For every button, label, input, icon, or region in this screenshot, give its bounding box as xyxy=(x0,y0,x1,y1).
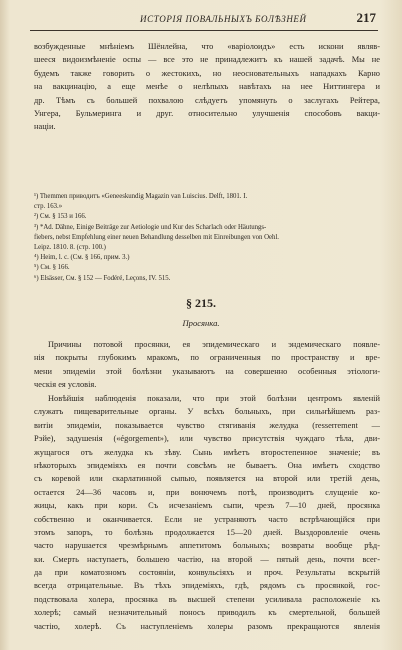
footnote: ¹) Themmen приводитъ «Geneeskundig Magazin van Luiscius. Delft, 1801. I. xyxy=(34,193,248,200)
footnote: ²) См. § 153 и 166. xyxy=(34,213,87,221)
text-line: жицы, какъ при кори. Съ исчезаніемъ сыпи, чрезъ 7—10 дней, просянка xyxy=(34,501,380,511)
text-line: Причины потовой просянки, ея эпидемическаго и эндемическаго появле- xyxy=(48,340,380,349)
text-line: др. Тѣмъ съ большей похвалою слѣдуетъ упомянуть о заслугахъ Рейтера, xyxy=(34,95,380,105)
text-line: остается 24—36 часовъ и, при вонючемъ потѣ, производитъ слущеніе ко- xyxy=(34,487,380,497)
text-line: нія покрыты глубокимъ мракомъ, по ограниченныя по пространству и вре- xyxy=(34,353,380,363)
text-line: ки. Смерть наступаетъ, большею частію, на второй — пятый день, почти всег- xyxy=(34,554,380,564)
text-line: возбужденные мнѣніемъ Шёнлейна, что «варіолоидъ» есть искони являв- xyxy=(34,42,380,51)
footnote: ³) *Ad. Dähne, Einige Beiträge zur Aetiologie und Kur des Scharlach oder Häutungs- xyxy=(34,223,267,231)
text-line: витіи эпидеміи, показывается чувство стягиванія желудка (resserrement — xyxy=(34,420,380,430)
paragraph-observations xyxy=(34,392,380,633)
section-title: Просянка. xyxy=(182,318,220,328)
text-line: ческія ея условія. xyxy=(34,380,97,390)
header-rule xyxy=(30,30,378,31)
text-line: мени эпидеміи этой болѣзни указываютъ на совершенно особенныя этіологи- xyxy=(34,366,380,376)
top-paragraph xyxy=(34,40,380,134)
running-title: ИСТОРІЯ ПОВАЛЬНЫХЪ БОЛѢЗНЕЙ xyxy=(140,14,307,24)
text-line: шееся видоизмѣненіе оспы — все это не принадлежитъ къ нашей задачѣ. Мы не xyxy=(34,55,380,65)
footnote: ⁶) Elsässer, См. § 152 — Fodéré, Leçons, IV. 515. xyxy=(34,274,171,282)
text-line: Рэйе), задушенія («égorgement»), или чувство присутствія чуждаго тѣла, дви- xyxy=(34,434,380,444)
section-number: § 215. xyxy=(186,296,216,310)
text-line: съ коревой или скарлатинной сыпью, появляется на второй или третій день, xyxy=(34,474,380,484)
footnote: ⁵) См. § 166. xyxy=(34,264,70,272)
text-line: націи. xyxy=(34,122,56,132)
text-line: жущагося отъ желудка къ зѣву. Сынь имѣетъ второстепенное значеніе; въ xyxy=(34,447,380,457)
footnotes xyxy=(34,192,380,284)
text-line: всегда отрицательные. Въ тѣхъ эпидеміяхъ, гдѣ, рядомъ съ просянкой, гос- xyxy=(34,581,380,591)
text-line: на вакцинацію, а еще менѣе о нелѣпыхъ навѣтахъ на нее Ниттингера и xyxy=(34,82,380,92)
text-line: частію, холерѣ. Съ наступленіемъ холеры разомъ прекращаются явленія xyxy=(34,621,380,631)
running-header xyxy=(30,10,378,30)
page-number: 217 xyxy=(356,10,376,25)
footnote-continuation: fiebers, nebst Empfehlung einer neuen Behandlung desselben mit Einreibungen von Oehl. xyxy=(34,233,279,241)
paragraph-causes xyxy=(34,338,380,392)
text-line: этомъ запоръ, то болѣзнь продолжается 15—20 дней. Выздоровленіе очень xyxy=(34,527,380,537)
text-line: собственно и оканчивается. Если не устраняютъ часто встрѣчающійся при xyxy=(34,514,380,524)
text-line: нѣкоторыхъ эпидеміяхъ ея почти совсѣмъ не бываетъ. Она имѣетъ сходство xyxy=(34,460,380,470)
footnote: ⁴) Heim, l. c. (См. § 166, прим. 3.) xyxy=(34,254,130,262)
footnote-continuation: стр. 163.» xyxy=(34,203,63,211)
text-line: да при коматозномъ состояніи, конвульсіяхъ и проч. Результаты вскрытій xyxy=(34,568,380,578)
text-line: часто нарушается чрезмѣрнымъ аппетитомъ больныхъ; возвраты вообще рѣд- xyxy=(34,541,380,551)
text-line: холерѣ; самый незначительный поносъ приводилъ къ смертельной, большей xyxy=(34,608,380,618)
text-line: Унгера, Бульмеринга и друг. относительно улучшенія способовъ вакци- xyxy=(34,108,380,118)
text-line: будемъ также говорить о жестокихъ, но неосновательныхъ нападкахъ Карно xyxy=(34,68,380,78)
footnote-continuation: Leipz. 1810. 8. (стр. 100.) xyxy=(34,243,106,251)
text-line: подствовала холера, просянка въ высшей степени усиливала расположеніе къ xyxy=(34,594,380,604)
text-line: Новѣйшія наблюденія показали, что при этой болѣзни центромъ явленій xyxy=(48,394,380,403)
text-line: служатъ пищеварительные органы. У всѣхъ больныхъ, при сильнѣйшемъ раз- xyxy=(34,407,380,417)
